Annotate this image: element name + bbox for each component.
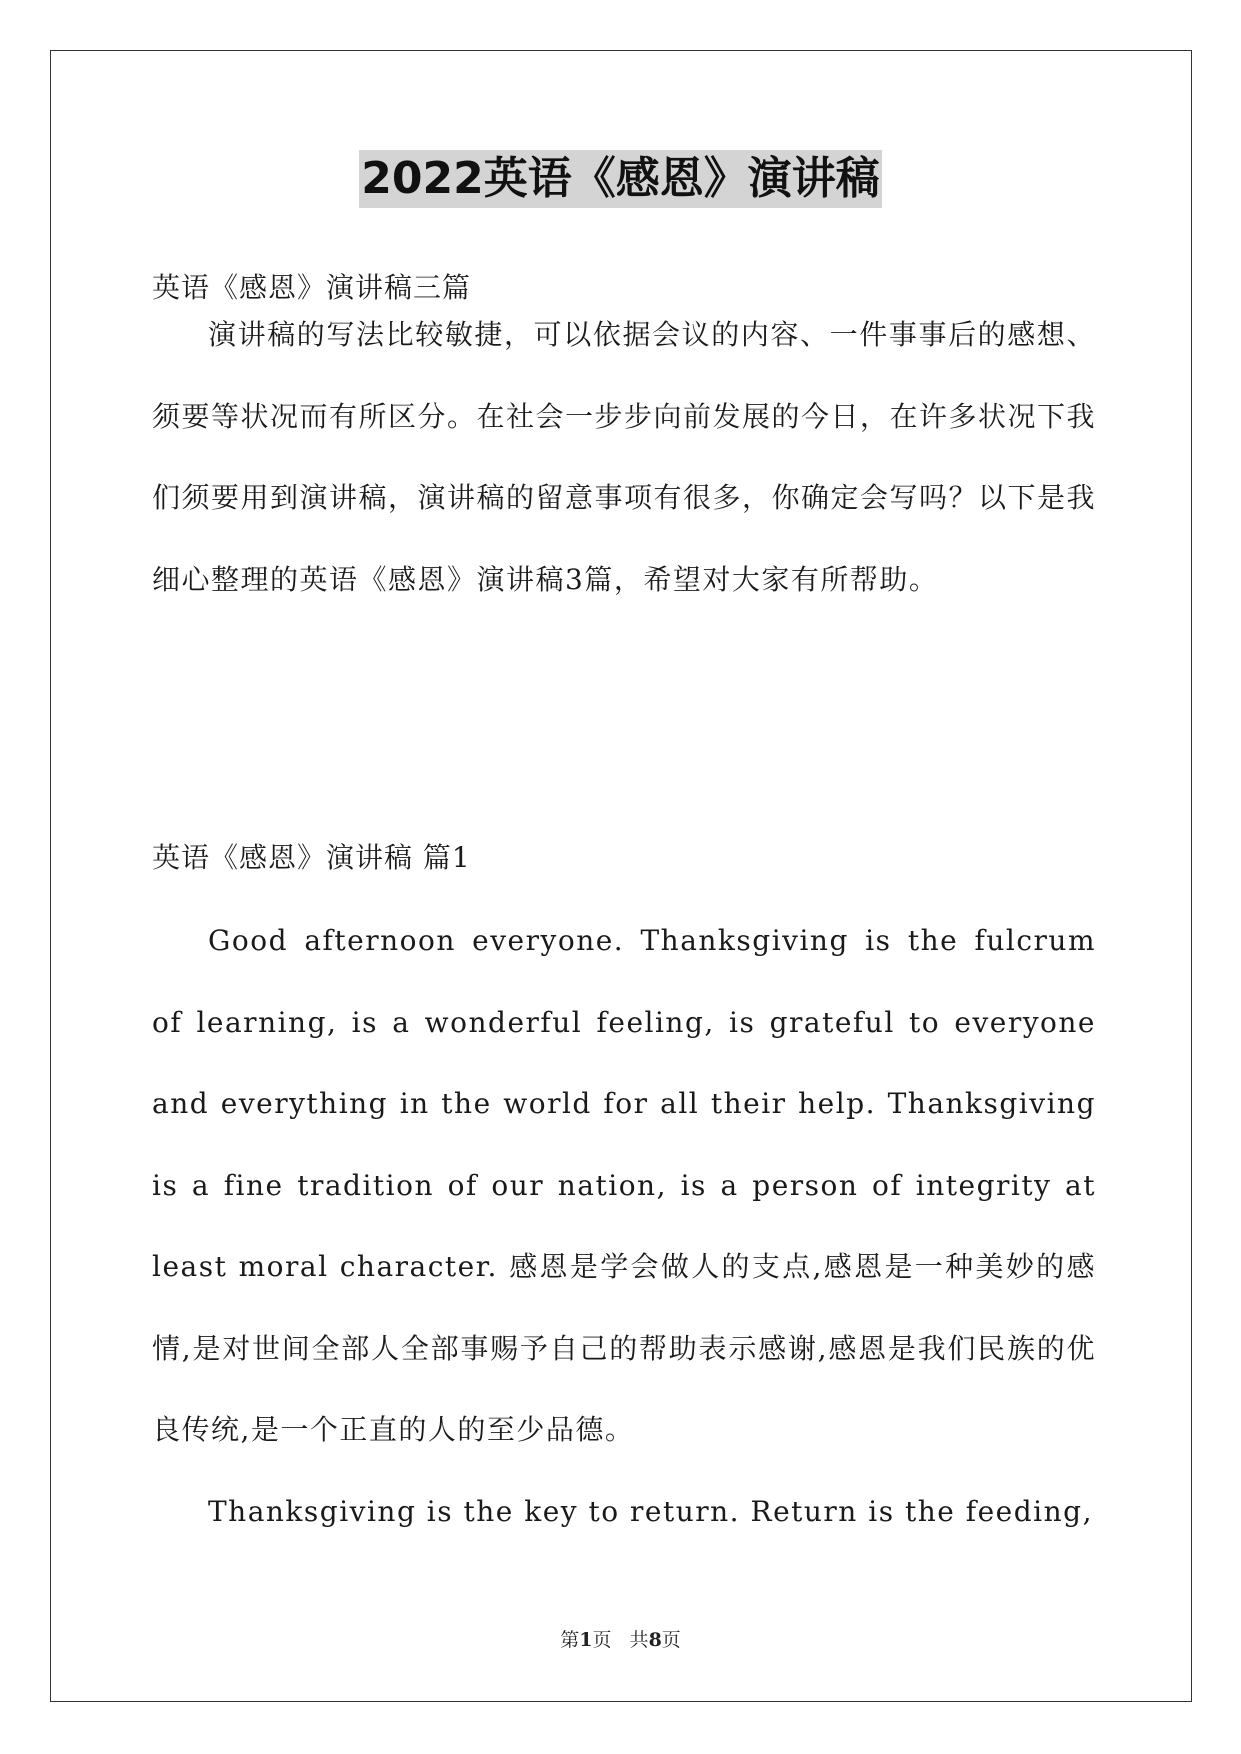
section-body	[152, 900, 1096, 1552]
intro-text: 演讲稿的写法比较敏捷，可以依据会议的内容、一件事事后的感想、须要等状况而有所区分。在社会一步步向前发展的今日，在许多状况下我们须要用到演讲稿，演讲稿的留意事项有很多，你确定会写吗？以下是我细心整理的英语《感恩》演讲稿3篇，希望对大家有所帮助。	[152, 318, 1097, 596]
document-title: 2022英语《感恩》演讲稿	[359, 150, 881, 208]
footer-mid: 页 共	[592, 1629, 649, 1651]
section-paragraph-2: Thanksgiving is the key to return. Return is the feeding,	[208, 1494, 1093, 1528]
section-heading: 英语《感恩》演讲稿 篇1	[152, 841, 471, 874]
intro-paragraph	[152, 294, 1096, 620]
footer-total-pages: 8	[648, 1629, 662, 1651]
footer-page-number: 1	[579, 1629, 593, 1651]
page-footer	[0, 1628, 1241, 1652]
section-paragraph-1: Good afternoon everyone. Thanksgiving is the fulcrum of learning, is a wonderful feeling, is grateful to everyone and everything in the world for all their help. Thanksgiving is a fine tradition of our nation, is a person of integrity at least moral character. 感恩是学会做人的支点,感恩是一种美妙的感情,是对世间全部人全部事赐予自己的帮助表示感谢,感恩是我们民族的优良传统,是一个正直的人的至少品德。	[152, 924, 1096, 1446]
document-subtitle: 英语《感恩》演讲稿三篇	[152, 271, 472, 304]
title-container	[0, 150, 1241, 208]
footer-suffix: 页	[661, 1629, 681, 1651]
footer-prefix: 第	[560, 1629, 580, 1651]
